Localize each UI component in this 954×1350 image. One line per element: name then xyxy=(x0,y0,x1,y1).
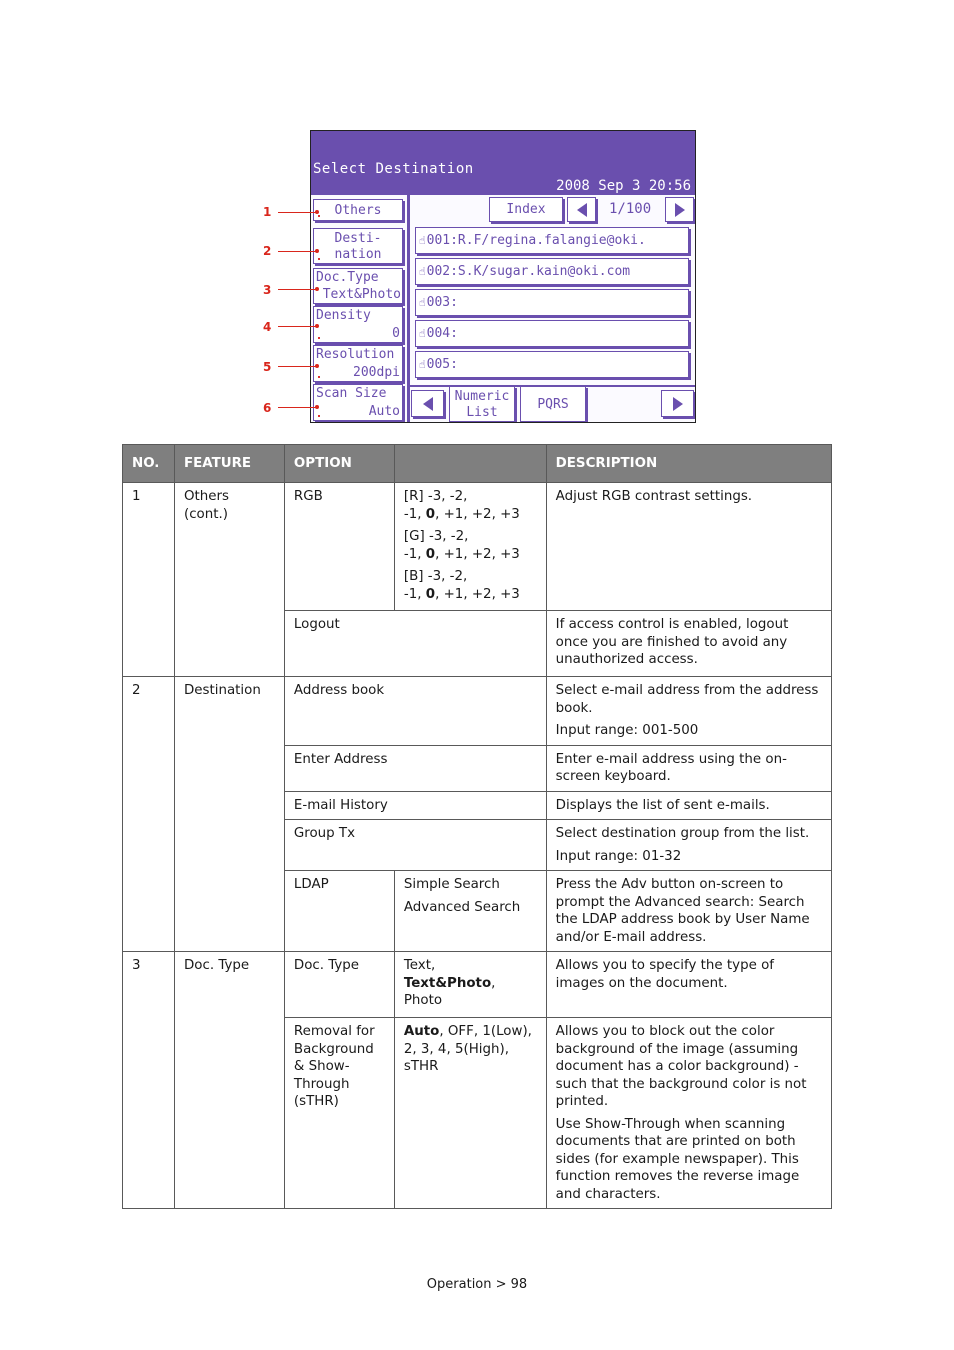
others-label: Others xyxy=(334,203,382,218)
cell-option: Doc. Type xyxy=(284,952,394,1018)
cell-description: Select e-mail address from the address book. Input range: 001-500 xyxy=(546,677,831,746)
resolution-label: Resolution xyxy=(316,347,395,362)
indicator-dot xyxy=(318,337,320,339)
callout-6: 6 xyxy=(263,401,272,415)
callout-dot xyxy=(315,249,319,253)
cell-values: Auto, OFF, 1(Low), 2, 3, 4, 5(High), sTHR xyxy=(394,1018,546,1209)
destination-button[interactable] xyxy=(313,228,403,264)
hand-icon: ☝ xyxy=(419,358,426,371)
callout-4: 4 xyxy=(263,320,272,334)
address-text: 005: xyxy=(426,357,458,372)
callout-dot xyxy=(315,324,319,328)
header-description: DESCRIPTION xyxy=(546,445,831,483)
value-r: [R] -3, -2, -1, 0, +1, +2, +3 xyxy=(403,489,520,522)
callout-3: 3 xyxy=(263,283,272,297)
cell-no: 3 xyxy=(123,952,175,1209)
cell-option: Address book xyxy=(284,677,546,746)
callout-dot xyxy=(315,210,319,214)
indicator-dot xyxy=(318,376,320,378)
density-label: Density xyxy=(316,308,371,323)
resolution-value: 200dpi xyxy=(353,365,400,380)
index-button[interactable] xyxy=(489,197,563,222)
numeric-label-line2: List xyxy=(466,405,498,420)
cell-option: Group Tx xyxy=(284,820,546,871)
scan-size-label: Scan Size xyxy=(316,386,387,401)
hand-icon: ☝ xyxy=(419,265,426,278)
callout-line xyxy=(278,251,316,252)
callout-line xyxy=(278,212,316,213)
feature-table xyxy=(122,444,832,1209)
list-prev-button[interactable] xyxy=(411,390,444,417)
density-button[interactable] xyxy=(313,306,403,343)
value-g: [G] -3, -2, -1, 0, +1, +2, +3 xyxy=(403,529,520,562)
address-text: 002:S.K/sugar.kain@oki.com xyxy=(426,264,631,279)
indicator-dot xyxy=(318,415,320,417)
header-feature: FEATURE xyxy=(174,445,284,483)
doc-type-value: Text&Photo xyxy=(322,287,401,302)
callout-dot xyxy=(315,364,319,368)
cell-description: Adjust RGB contrast settings. xyxy=(546,483,831,611)
pqrs-label: PQRS xyxy=(537,397,569,412)
cell-feature: Others (cont.) xyxy=(174,483,284,677)
page-prev-button[interactable] xyxy=(567,197,596,222)
address-text: 003: xyxy=(426,295,458,310)
doc-type-label: Doc.Type xyxy=(316,270,379,285)
cell-description: Allows you to specify the type of images on the document. xyxy=(546,952,831,1018)
callout-dot xyxy=(315,287,319,291)
cell-values: Simple Search Advanced Search xyxy=(394,871,546,952)
callout-line xyxy=(278,326,316,327)
list-next-button[interactable] xyxy=(661,390,694,417)
cell-description: Displays the list of sent e-mails. xyxy=(546,791,831,820)
address-text: 004: xyxy=(426,326,458,341)
cell-feature: Doc. Type xyxy=(174,952,284,1209)
destination-label-line1: Desti- xyxy=(334,231,382,246)
value-b: [B] -3, -2, -1, 0, +1, +2, +3 xyxy=(403,569,520,602)
resolution-button[interactable] xyxy=(313,345,403,382)
indicator-dot xyxy=(318,258,320,260)
cell-description: If access control is enabled, logout once you are finished to avoid any unauthorized access. xyxy=(546,611,831,677)
cell-no: 1 xyxy=(123,483,175,677)
scanner-screen xyxy=(310,130,696,423)
table-row xyxy=(123,483,832,611)
others-button[interactable] xyxy=(313,199,403,221)
cell-description: Press the Adv button on-screen to prompt the Advanced search: Search the LDAP address book by User Name and/or E-mail address. xyxy=(546,871,831,952)
cell-description: Allows you to block out the color background of the image (assuming document has a color background) - such that the background color is not printed. Use Show-Through when scanning documents that are printed on both sides (for example newspaper). This function removes the reverse image and characters. xyxy=(546,1018,831,1209)
address-entry[interactable] xyxy=(415,289,689,316)
callout-line xyxy=(278,289,316,290)
address-entry[interactable] xyxy=(415,320,689,347)
page-indicator: 1/100 xyxy=(609,201,652,217)
address-text: 001:R.F/regina.falangie@oki. xyxy=(426,233,646,248)
cell-option: Enter Address xyxy=(284,745,546,791)
numeric-label-line1: Numeric xyxy=(454,389,510,404)
cell-description: Select destination group from the list. Input range: 01-32 xyxy=(546,820,831,871)
destination-label-line2: nation xyxy=(334,247,382,262)
hand-icon: ☝ xyxy=(419,327,426,340)
hand-icon: ☝ xyxy=(419,296,426,309)
callout-dot xyxy=(315,405,319,409)
arrow-left-icon xyxy=(423,397,433,411)
address-entry[interactable] xyxy=(415,351,689,378)
cell-no: 2 xyxy=(123,677,175,952)
screen-datetime: 2008 Sep 3 20:56 xyxy=(556,178,691,194)
numeric-list-button[interactable] xyxy=(449,386,515,422)
cell-values: Text, Text&Photo, Photo xyxy=(394,952,546,1018)
callout-5: 5 xyxy=(263,360,272,374)
doc-type-button[interactable] xyxy=(313,268,403,304)
pqrs-button[interactable] xyxy=(520,386,586,422)
indicator-dot xyxy=(318,215,320,217)
scan-size-value: Auto xyxy=(368,404,400,419)
panel-divider xyxy=(407,193,410,423)
cell-option: E-mail History xyxy=(284,791,546,820)
header-blank xyxy=(394,445,546,483)
address-entry[interactable] xyxy=(415,227,689,254)
arrow-left-icon xyxy=(577,203,587,217)
cell-option: RGB xyxy=(284,483,394,611)
density-value: 0 xyxy=(392,326,400,341)
callout-line xyxy=(278,407,316,408)
callout-1: 1 xyxy=(263,205,272,219)
scan-size-button[interactable] xyxy=(313,384,403,421)
address-entry[interactable] xyxy=(415,258,689,285)
hand-icon: ☝ xyxy=(419,234,426,247)
page-next-button[interactable] xyxy=(665,197,694,222)
cell-option: LDAP xyxy=(284,871,394,952)
cell-feature: Destination xyxy=(174,677,284,952)
table-row xyxy=(123,952,832,1018)
callout-2: 2 xyxy=(263,244,272,258)
table-header-row xyxy=(123,445,832,483)
arrow-right-icon xyxy=(673,397,683,411)
cell-option: Logout xyxy=(284,611,546,677)
cell-values xyxy=(394,483,546,611)
header-no: NO. xyxy=(123,445,175,483)
table-row xyxy=(123,677,832,746)
page-footer: Operation > 98 xyxy=(426,1277,528,1292)
index-label: Index xyxy=(506,202,546,217)
screen-title: Select Destination xyxy=(313,161,474,177)
cell-description: Enter e-mail address using the on-screen keyboard. xyxy=(546,745,831,791)
arrow-right-icon xyxy=(675,203,685,217)
header-option: OPTION xyxy=(284,445,394,483)
cell-option: Removal for Background & Show-Through (sTHR) xyxy=(284,1018,394,1209)
callout-line xyxy=(278,366,316,367)
